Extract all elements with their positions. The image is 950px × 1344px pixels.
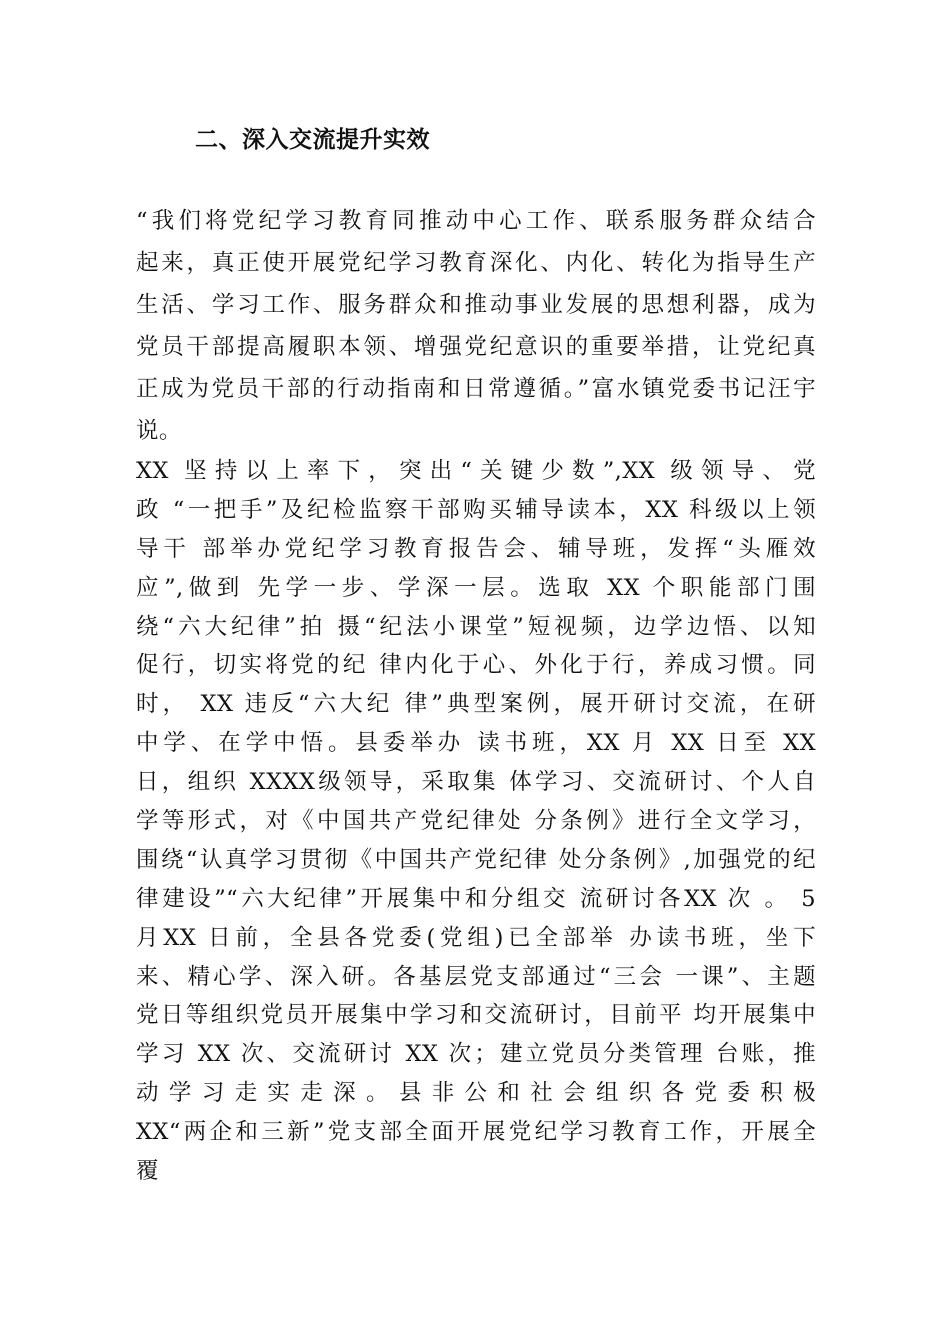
paragraph-line: “我们将党纪学习教育同推动中心工作、联系服务群众结合 [136, 208, 816, 234]
paragraph-line: 说。 [136, 418, 182, 444]
paragraph-line: 学等形式，对《中国共产党纪律处 分条例》进行全文学习， [136, 808, 816, 835]
paragraph-line: 来、精心学、深入研。各基层党支部通过“三会 一课”、主题 [136, 963, 816, 990]
paragraph-line: 围绕“认真学习贯彻《中国共产党纪律 处分条例》,加强党的纪 [136, 846, 816, 873]
paragraph-line: 月XX 日前，全县各党委(党组)已全部举 办读书班，坐下 [136, 924, 816, 951]
paragraph-line: 党日等组织党员开展集中学习和交流研讨，目前平 均开展集中 [136, 1002, 816, 1029]
paragraph-line: 应”,做到 先学一步、学深一层。选取 XX 个职能部门围 [136, 574, 816, 601]
paragraph-line: 中学、在学中悟。县委举办 读书班，XX 月 XX 日至 XX [136, 730, 816, 757]
body-paragraph [136, 452, 816, 1191]
paragraph-line: 覆 [136, 1158, 159, 1185]
paragraph-line: 起来，真正使开展党纪学习教育深化、内化、转化为指导生产 [136, 250, 816, 276]
paragraph-line: 日，组织 XXXX级领导，采取集 体学习、交流研讨、个人自 [136, 769, 816, 796]
paragraph-line: XX“两企和三新”党支部全面开展党纪学习教育工作，开展全 [136, 1119, 816, 1146]
paragraph-line: 正成为党员干部的行动指南和日常遵循。”富水镇党委书记汪宇 [136, 376, 816, 402]
paragraph-line: 促行，切实将党的纪 律内化于心、外化于行，养成习惯。同 [136, 652, 816, 679]
paragraph-line: 导干 部举办党纪学习教育报告会、辅导班，发挥“头雁效 [136, 535, 816, 562]
paragraph-line: 时， XX 违反“六大纪 律”典型案例，展开研讨交流，在研 [136, 691, 816, 718]
paragraph-line: 生活、学习工作、服务群众和推动事业发展的思想利器，成为 [136, 292, 816, 318]
paragraph-line: 学习 XX 次、交流研讨 XX 次；建立党员分类管理 台账，推 [136, 1041, 816, 1068]
quote-paragraph [136, 200, 816, 452]
section-heading: 二、深入交流提升实效 [195, 127, 430, 153]
paragraph-line: XX 坚持以上率下，突出“关键少数”,XX 级领导、党 [136, 458, 816, 484]
paragraph-line: 政 “一把手”及纪检监察干部购买辅导读本，XX 科级以上领 [136, 496, 816, 523]
paragraph-line: 绕“六大纪律”拍 摄“纪法小课堂”短视频，边学边悟、以知 [136, 613, 816, 640]
paragraph-line: 律建设”“六大纪律”开展集中和分组交 流研讨各XX 次 。 5 [136, 885, 816, 912]
paragraph-line: 动学习走实走深。县非公和社会组织各党委积极 [136, 1080, 816, 1107]
paragraph-line: 党员干部提高履职本领、增强党纪意识的重要举措，让党纪真 [136, 334, 816, 360]
